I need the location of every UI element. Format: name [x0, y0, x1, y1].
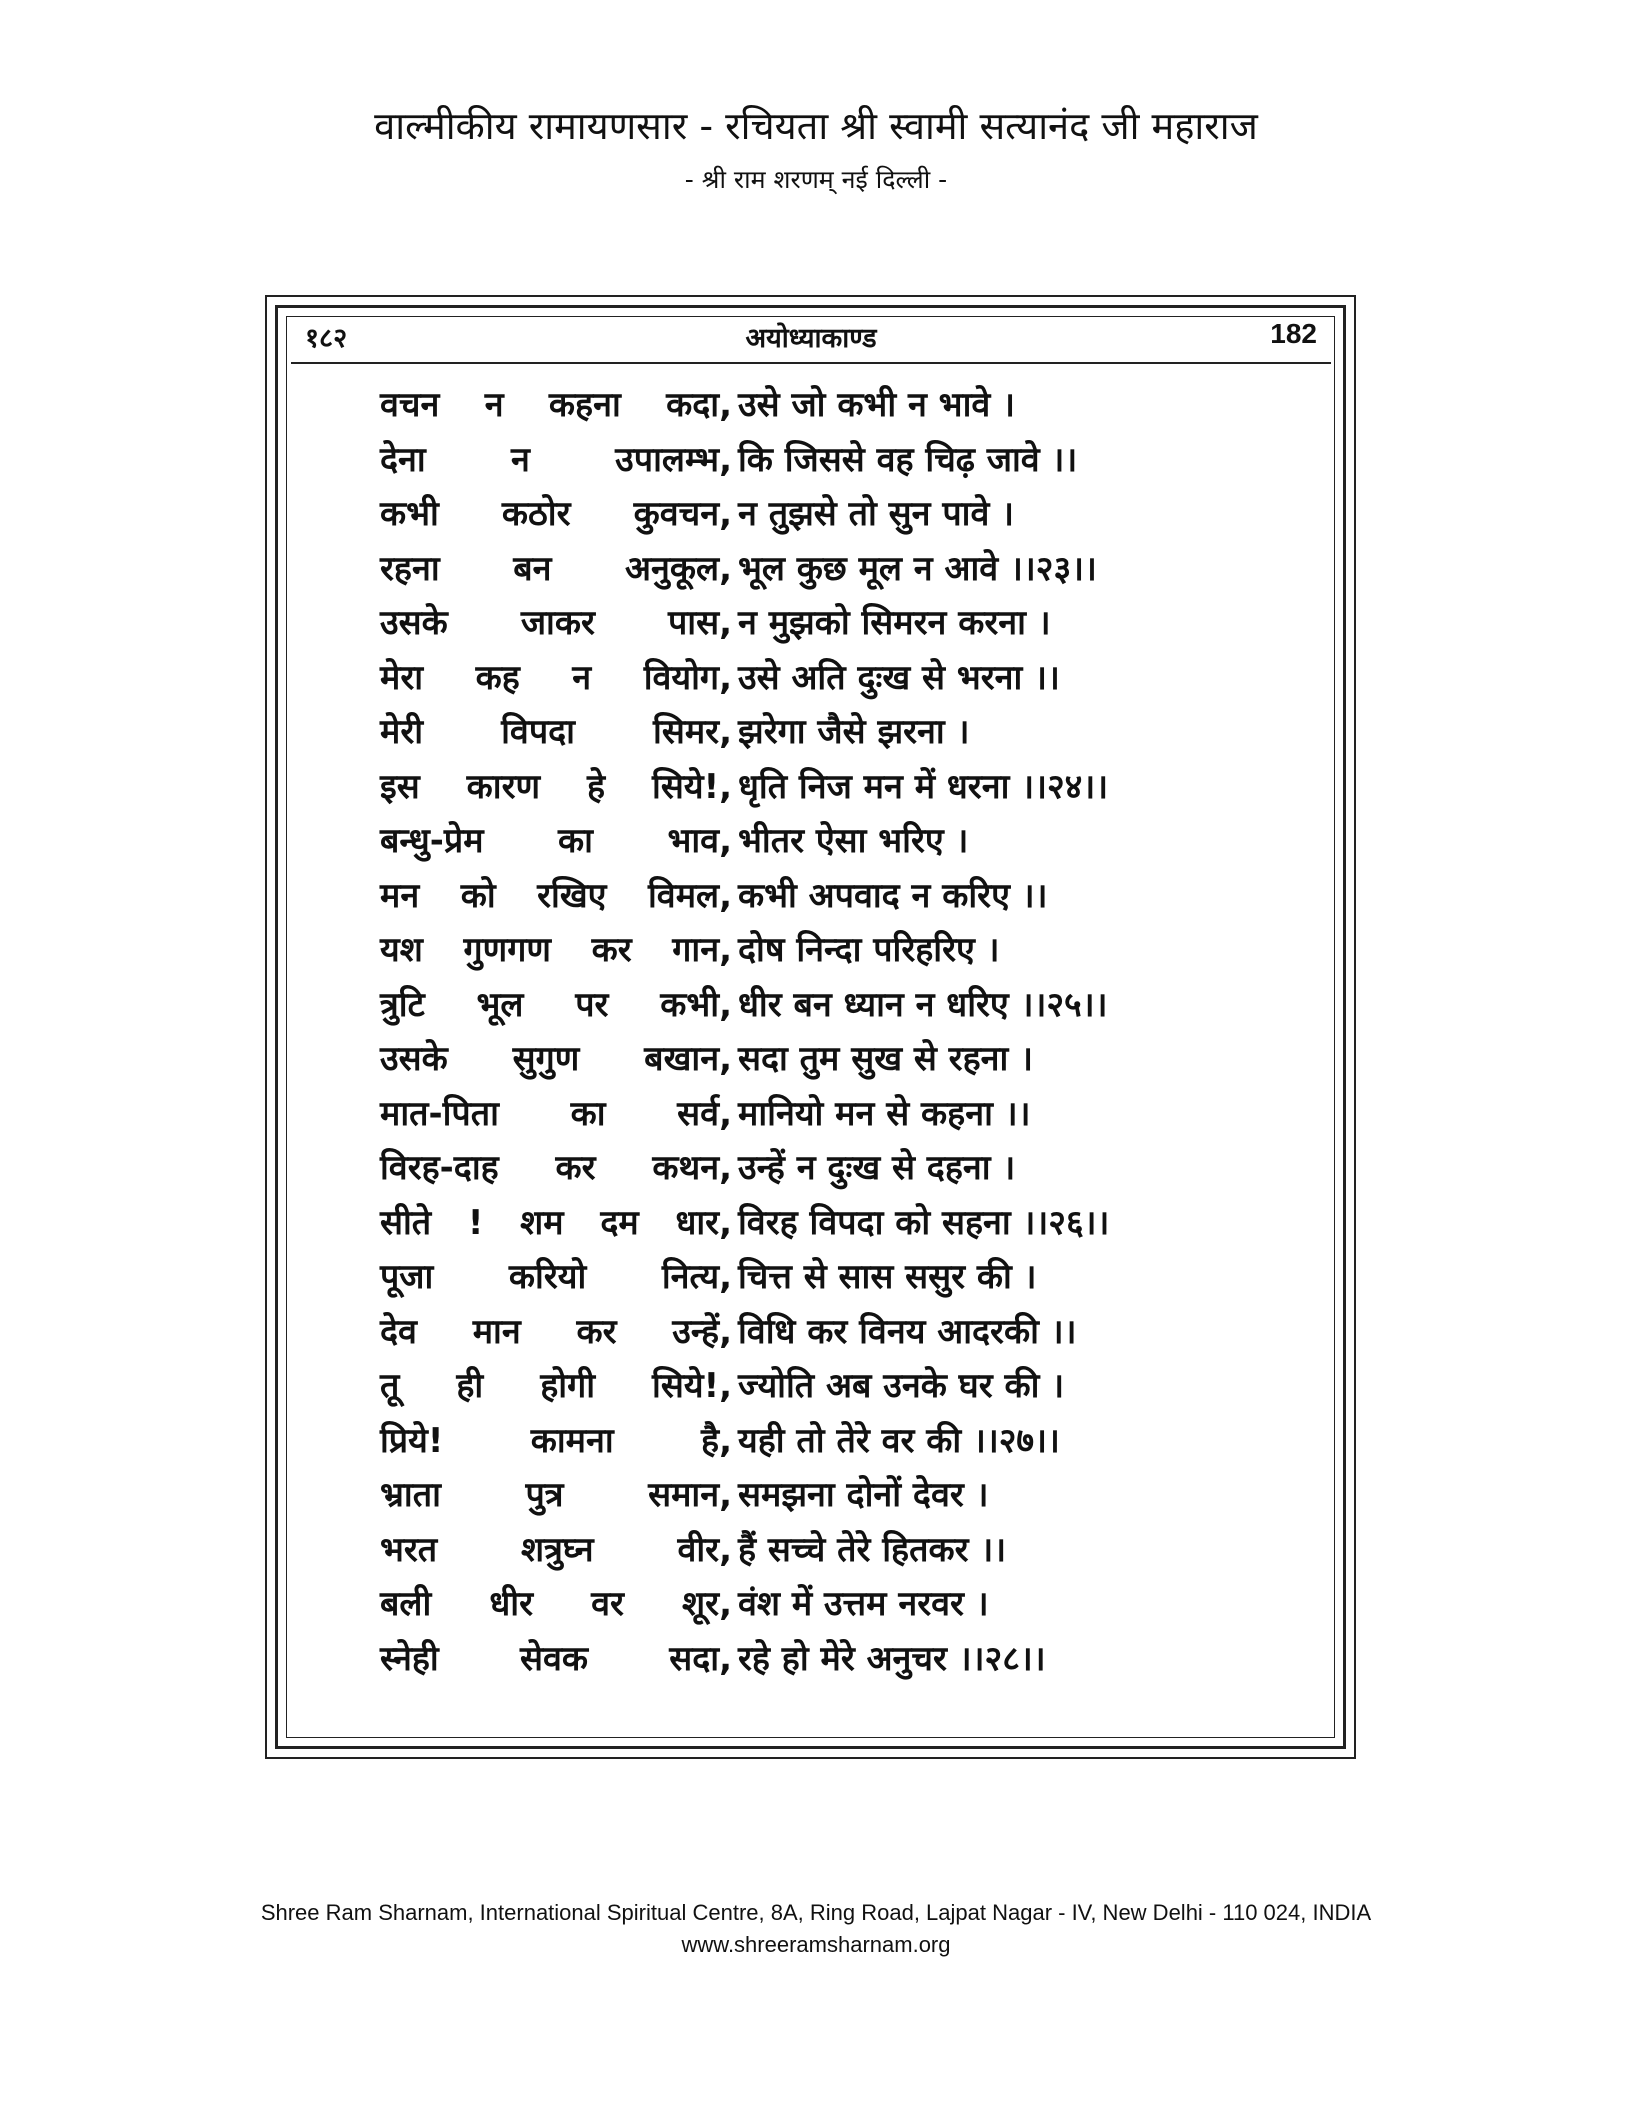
verse-line [380, 1250, 1280, 1305]
verse-first-half: उसके सुगुण बखान, [380, 1039, 732, 1079]
verse-first-half: रहना बन अनुकूल, [380, 548, 732, 589]
verse-first-half: मेरी विपदा सिमर, [380, 712, 732, 752]
verse-second-half: न मुझको सिमरन करना । [738, 603, 1051, 643]
verse-first-half: इस कारण हे सिये!, [380, 766, 732, 807]
verse-line [380, 1523, 1280, 1578]
running-head [291, 312, 1331, 364]
verse-line [380, 542, 1280, 597]
verse-first-half: मेरा कह न वियोग, [380, 657, 732, 698]
verse-second-half: दोष निन्दा परिहरिए । [738, 930, 1000, 970]
verse-line [380, 596, 1280, 651]
verse-second-half: धीर बन ध्यान न धरिए ।।२५।। [738, 984, 1108, 1025]
verse-line [380, 651, 1280, 706]
verse-second-half: उसे जो कभी न भावे । [738, 385, 1016, 425]
verse-first-half: बन्धु-प्रेम का भाव, [380, 821, 732, 861]
verse-line [380, 1468, 1280, 1523]
verse-line [380, 1414, 1280, 1469]
verse-line [380, 1359, 1280, 1414]
verse-first-half: तू ही होगी सिये!, [380, 1366, 732, 1406]
verse-first-half: बली धीर वर शूर, [380, 1584, 732, 1624]
verse-second-half: भूल कुछ मूल न आवे ।।२३।। [738, 548, 1097, 589]
verse-second-half: मानियो मन से कहना ।। [738, 1093, 1031, 1134]
verse-first-half: देना न उपालम्भ, [380, 439, 732, 480]
verse-first-half: स्नेही सेवक सदा, [380, 1638, 732, 1679]
verse-second-half: विधि कर विनय आदरकी ।। [738, 1311, 1077, 1352]
verse-second-half: सदा तुम सुख से रहना । [738, 1039, 1034, 1079]
verse-line [380, 869, 1280, 924]
verse-second-half: समझना दोनों देवर । [738, 1475, 989, 1515]
verse-line [380, 1577, 1280, 1632]
section-title: अयोध्याकाण्ड [745, 323, 877, 354]
document-header-title: वाल्मीकीय रामायणसार - रचियता श्री स्वामी सत्यानंद जी महाराज [374, 104, 1258, 148]
verse-line [380, 378, 1280, 433]
verse-first-half: त्रुटि भूल पर कभी, [380, 984, 732, 1025]
verse-second-half: चित्त से सास ससुर की । [738, 1257, 1037, 1297]
page-number-devanagari: १८२ [305, 323, 348, 354]
verse-line [380, 760, 1280, 815]
verse-first-half: विरह-दाह कर कथन, [380, 1148, 732, 1188]
footer-url: www.shreeramsharnam.org [681, 1932, 951, 1957]
verse-line [380, 1032, 1280, 1087]
verse-second-half: न तुझसे तो सुन पावे । [738, 494, 1015, 534]
document-header-subtitle: - श्री राम शरणम् नई दिल्ली - [684, 165, 948, 194]
verse-line [380, 433, 1280, 488]
verse-first-half: प्रिये! कामना है, [380, 1420, 732, 1461]
verse-line [380, 487, 1280, 542]
verse-line [380, 814, 1280, 869]
verse-second-half: उसे अति दुःख से भरना ।। [738, 657, 1060, 698]
verse-first-half: यश गुणगण कर गान, [380, 930, 732, 970]
verse-first-half: देव मान कर उन्हें, [380, 1311, 732, 1352]
verse-line [380, 1632, 1280, 1687]
verse-line [380, 1305, 1280, 1360]
verse-second-half: भीतर ऐसा भरिए । [738, 821, 969, 861]
verse-first-half: उसके जाकर पास, [380, 603, 732, 643]
verse-line [380, 705, 1280, 760]
verse-second-half: वंश में उत्तम नरवर । [738, 1584, 989, 1624]
verse-second-half: धृति निज मन में धरना ।।२४।। [738, 766, 1109, 807]
page-number: 182 [1270, 318, 1317, 349]
verse-first-half: मन को रखिए विमल, [380, 875, 732, 916]
verse-first-half: मात-पिता का सर्व, [380, 1093, 732, 1134]
verse-second-half: उन्हें न दुःख से दहना । [738, 1148, 1016, 1188]
verse-first-half: पूजा करियो नित्य, [380, 1257, 732, 1297]
verse-second-half: यही तो तेरे वर की ।।२७।। [738, 1420, 1060, 1461]
footer-address: Shree Ram Sharnam, International Spiritual Centre, 8A, Ring Road, Lajpat Nagar - IV, New Delhi - 110 024, INDIA [260, 1900, 1372, 1925]
verse-line [380, 1141, 1280, 1196]
verse-first-half: वचन न कहना कदा, [380, 385, 732, 425]
verse-line [380, 978, 1280, 1033]
verse-second-half: ज्योति अब उनके घर की । [738, 1366, 1065, 1406]
verse-second-half: कभी अपवाद न करिए ।। [738, 875, 1048, 916]
verse-first-half: सीते ! शम दम धार, [380, 1202, 732, 1243]
verse-line [380, 1196, 1280, 1251]
verse-first-half: भरत शत्रुघ्न वीर, [380, 1529, 732, 1570]
verse-second-half: विरह विपदा को सहना ।।२६।। [738, 1202, 1110, 1243]
verse-block [380, 378, 1280, 1686]
verse-second-half: कि जिससे वह चिढ़ जावे ।। [738, 439, 1078, 480]
verse-line [380, 923, 1280, 978]
verse-first-half: कभी कठोर कुवचन, [380, 494, 732, 534]
verse-first-half: भ्राता पुत्र समान, [380, 1475, 732, 1515]
verse-second-half: झरेगा जैसे झरना । [738, 712, 970, 752]
verse-line [380, 1087, 1280, 1142]
verse-second-half: रहे हो मेरे अनुचर ।।२८।। [738, 1638, 1046, 1679]
verse-second-half: हैं सच्चे तेरे हितकर ।। [738, 1529, 1007, 1570]
